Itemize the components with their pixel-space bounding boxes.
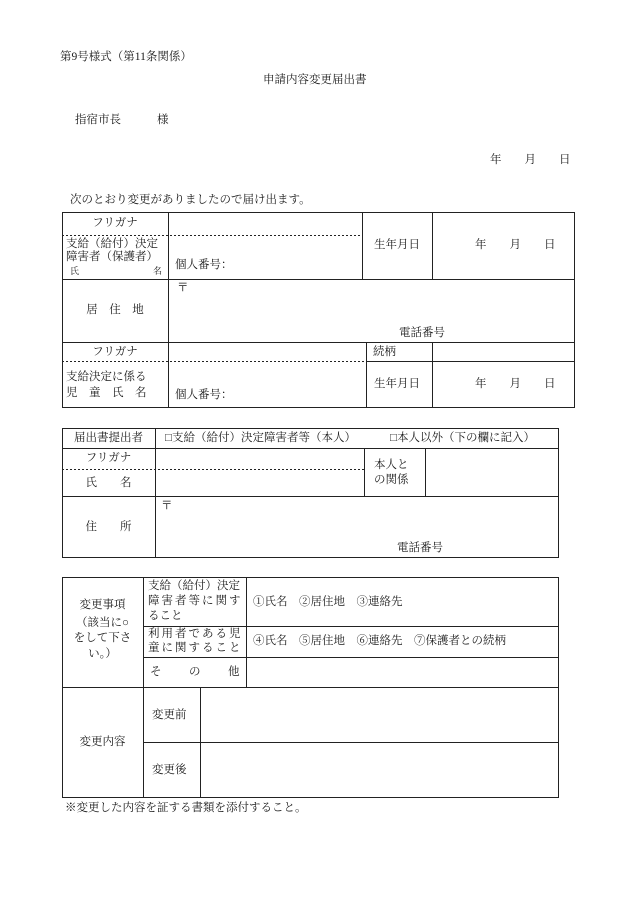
submitter-furigana-label: フリガナ: [85, 452, 132, 464]
recipient-label-line2: 障害者（保護者）: [66, 251, 158, 263]
before-change-label: 変更前: [152, 709, 187, 721]
furigana-label: フリガナ: [92, 217, 138, 229]
personal-number-label: 個人番号：: [175, 259, 233, 271]
addressee-honorific: 様: [157, 114, 169, 126]
submitter-label: 届出書提出者: [74, 432, 143, 444]
submission-date-line: 年 月 日: [490, 154, 571, 166]
child-label-line1: 支給決定に係る: [66, 371, 147, 383]
table-border: [63, 429, 559, 558]
category-recipient-options: ①氏名 ②居住地 ③連絡先: [253, 596, 403, 608]
category-child-label-line: 童に関すること: [148, 642, 243, 654]
recipient-label-line1: 支給（給付）決定: [66, 238, 158, 250]
addressee: 指宿市長: [75, 114, 121, 126]
submitter-option-self: □支給（給付）決定障害者等（本人）: [165, 432, 356, 444]
relationship-label: 続柄: [373, 346, 396, 358]
category-recipient-label-line: ること: [148, 610, 183, 622]
change-items-label-line: （該当に○: [76, 617, 129, 629]
submitter-option-other: □本人以外（下の欄に記入）: [390, 432, 535, 444]
postal-mark: 〒: [177, 282, 189, 294]
recipient-label-shi: 氏: [70, 266, 80, 276]
submitter-relationship-line1: 本人と: [374, 459, 409, 471]
submitter-table-rules: [62, 428, 559, 558]
category-child-label-line: 利用者である児: [148, 628, 243, 640]
child-birthdate-units: 年 月 日: [475, 378, 556, 390]
change-items-label-line: い。）: [88, 648, 117, 660]
phone-label: 電話番号: [399, 327, 445, 339]
child-personal-number-label: 個人番号：: [175, 389, 233, 401]
submitter-postal-mark: 〒: [161, 500, 173, 512]
category-recipient-label-line: 障害者等に関す: [148, 595, 243, 607]
submitter-address-label: 住 所: [85, 521, 132, 533]
change-items-label-line: 変更事項: [79, 599, 126, 611]
recipient-label-mei: 名: [153, 266, 163, 276]
intro-text: 次のとおり変更がありましたので届け出ます。: [70, 194, 311, 206]
child-label-line2: 児 童 氏 名: [66, 387, 147, 399]
document-title: 申請内容変更届出書: [263, 74, 367, 86]
form-number: 第9号様式（第11条関係）: [60, 51, 192, 63]
category-other-label: そ の 他: [150, 666, 248, 678]
child-furigana-label: フリガナ: [92, 346, 138, 358]
submitter-phone-label: 電話番号: [397, 542, 443, 554]
birthdate-units: 年 月 日: [475, 239, 556, 251]
category-child-options: ④氏名 ⑤居住地 ⑥連絡先 ⑦保護者との続柄: [253, 635, 506, 647]
submitter-name-label: 氏 名: [85, 477, 132, 489]
change-items-label-line: をして下さ: [73, 632, 132, 644]
birthdate-label: 生年月日: [374, 239, 420, 251]
child-birthdate-label: 生年月日: [374, 378, 420, 390]
after-change-label: 変更後: [152, 764, 187, 776]
footer-note: ※変更した内容を証する書類を添付すること。: [65, 802, 307, 814]
category-recipient-label-line: 支給（給付）決定: [148, 580, 240, 592]
change-content-label: 変更内容: [79, 736, 126, 748]
address-label: 居 住 地: [86, 304, 144, 316]
submitter-relationship-line2: の関係: [374, 474, 409, 486]
